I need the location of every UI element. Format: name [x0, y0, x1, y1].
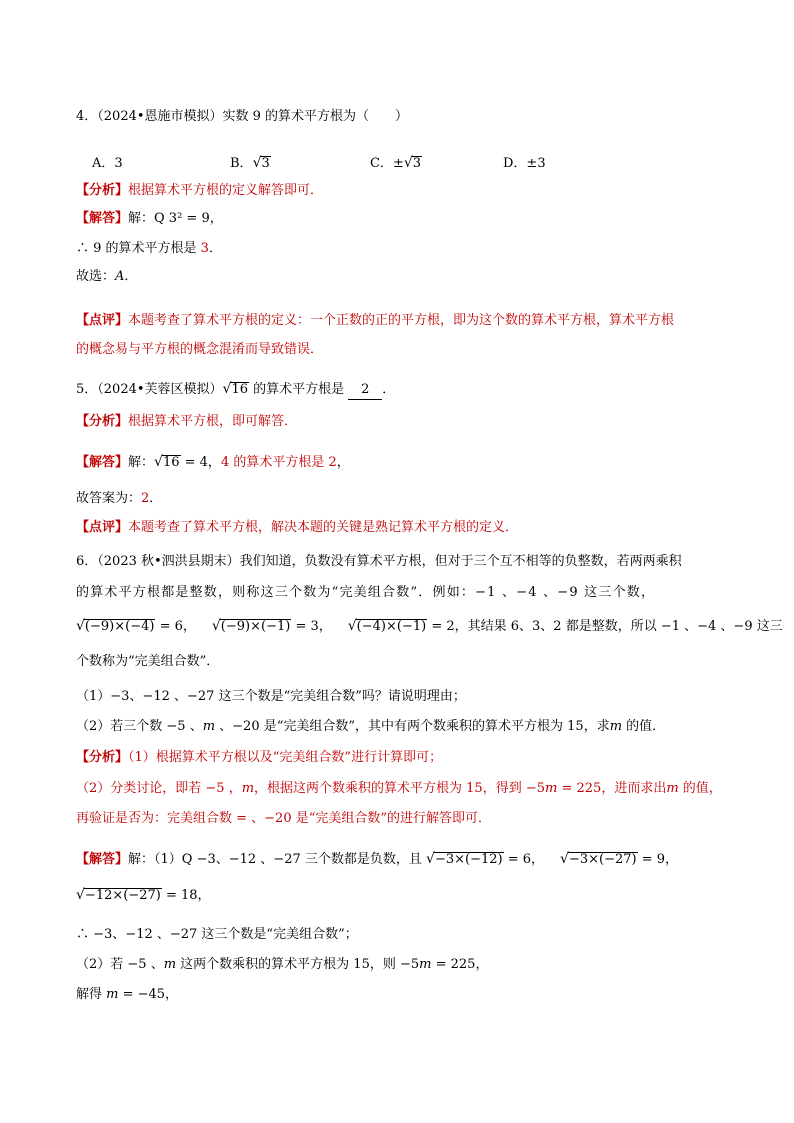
q6-answer-2: √−12×(−27) = 18， — [76, 887, 211, 903]
q4-stem: 4．（2024•恩施市模拟）实数 9 的算术平方根为（ ） — [76, 109, 409, 124]
q5-answer: 【解答】解：√16 = 4，4 的算术平方根是 2， — [76, 454, 350, 470]
q4-choice: 故选：A． — [76, 269, 138, 284]
q6-answer-1: 【解答】解：（1）Q −3、−12 、−27 三个数都是负数，且 √−3×(−12) = 6， √−3×(−27) = 9， — [76, 851, 679, 867]
q6-solve: 解得 m = −45， — [76, 987, 179, 1002]
q6-stem-3: √(−9)×(−4) = 6， √(−9)×(−1) = 3， √(−4)×(−1) = 2，其结果 6、3、2 都是整数，所以 −1 、−4 、−9 这三 — [76, 618, 783, 634]
q6-part2-answer: （2）若 −5 、m 这两个数乘积的算术平方根为 15，则 −5m = 225， — [76, 957, 489, 972]
q5-stem: 5．（2024•芙蓉区模拟）√16 的算术平方根是 2 ． — [76, 380, 395, 400]
q4-answer: 【解答】解：Q 3² = 9， — [76, 211, 223, 226]
q5-comment: 【点评】本题考查了算术平方根，解决本题的关键是熟记算术平方根的定义． — [76, 520, 519, 535]
q6-part-2: （2）若三个数 −5 、m 、−20 是“完美组合数”，其中有两个数乘积的算术平方根为 15，求m 的值． — [76, 719, 666, 734]
q5-fill: 故答案为：2． — [76, 491, 163, 506]
q4-comment-1: 【点评】本题考查了算术平方根的定义：一个正数的正的平方根，即为这个数的算术平方根，算术平方根 — [76, 313, 675, 328]
q6-part-1: （1）−3、−12 、−27 这三个数是“完美组合数”吗？请说明理由； — [76, 689, 466, 704]
q6-stem-4: 个数称为“完美组合数”． — [76, 654, 220, 669]
q4-analysis: 【分析】根据算术平方根的定义解答即可． — [76, 183, 324, 198]
q6-analysis-3: 再验证是否为：完美组合数 = 、−20 是“完美组合数”的进行解答即可． — [76, 811, 492, 826]
q6-stem-1: 6．（2023 秋•泗洪县期末）我们知道，负数没有算术平方根，但对于三个互不相等的负整数，若两两乘积 — [76, 554, 682, 569]
q4-option-b: B．√3 — [230, 155, 270, 171]
q6-analysis-1: 【分析】（1）根据算术平方根以及“完美组合数”进行计算即可； — [76, 750, 443, 765]
q6-therefore: ∴ −3、−12 、−27 这三个数是“完美组合数”； — [76, 927, 358, 942]
q5-blank: 2 — [348, 381, 382, 400]
q6-analysis-2: （2）分类讨论，即若 −5 ，m，根据这两个数乘积的算术平方根为 15，得到 −5m = 225，进而求出m 的值， — [76, 781, 722, 796]
q4-option-d: D．±3 — [503, 156, 546, 171]
q4-option-a: A．3 — [92, 156, 123, 171]
q4-option-c: C．±√3 — [370, 155, 422, 171]
q4-comment-2: 的概念易与平方根的概念混淆而导致错误． — [76, 342, 324, 357]
q6-stem-2: 的算术平方根都是整数，则称这三个数为“完美组合数”．例如：−1 、−4 、−9 这三个数， — [76, 585, 656, 600]
q4-therefore: ∴ 9 的算术平方根是 3． — [76, 241, 222, 256]
q5-analysis: 【分析】根据算术平方根，即可解答． — [76, 414, 298, 429]
